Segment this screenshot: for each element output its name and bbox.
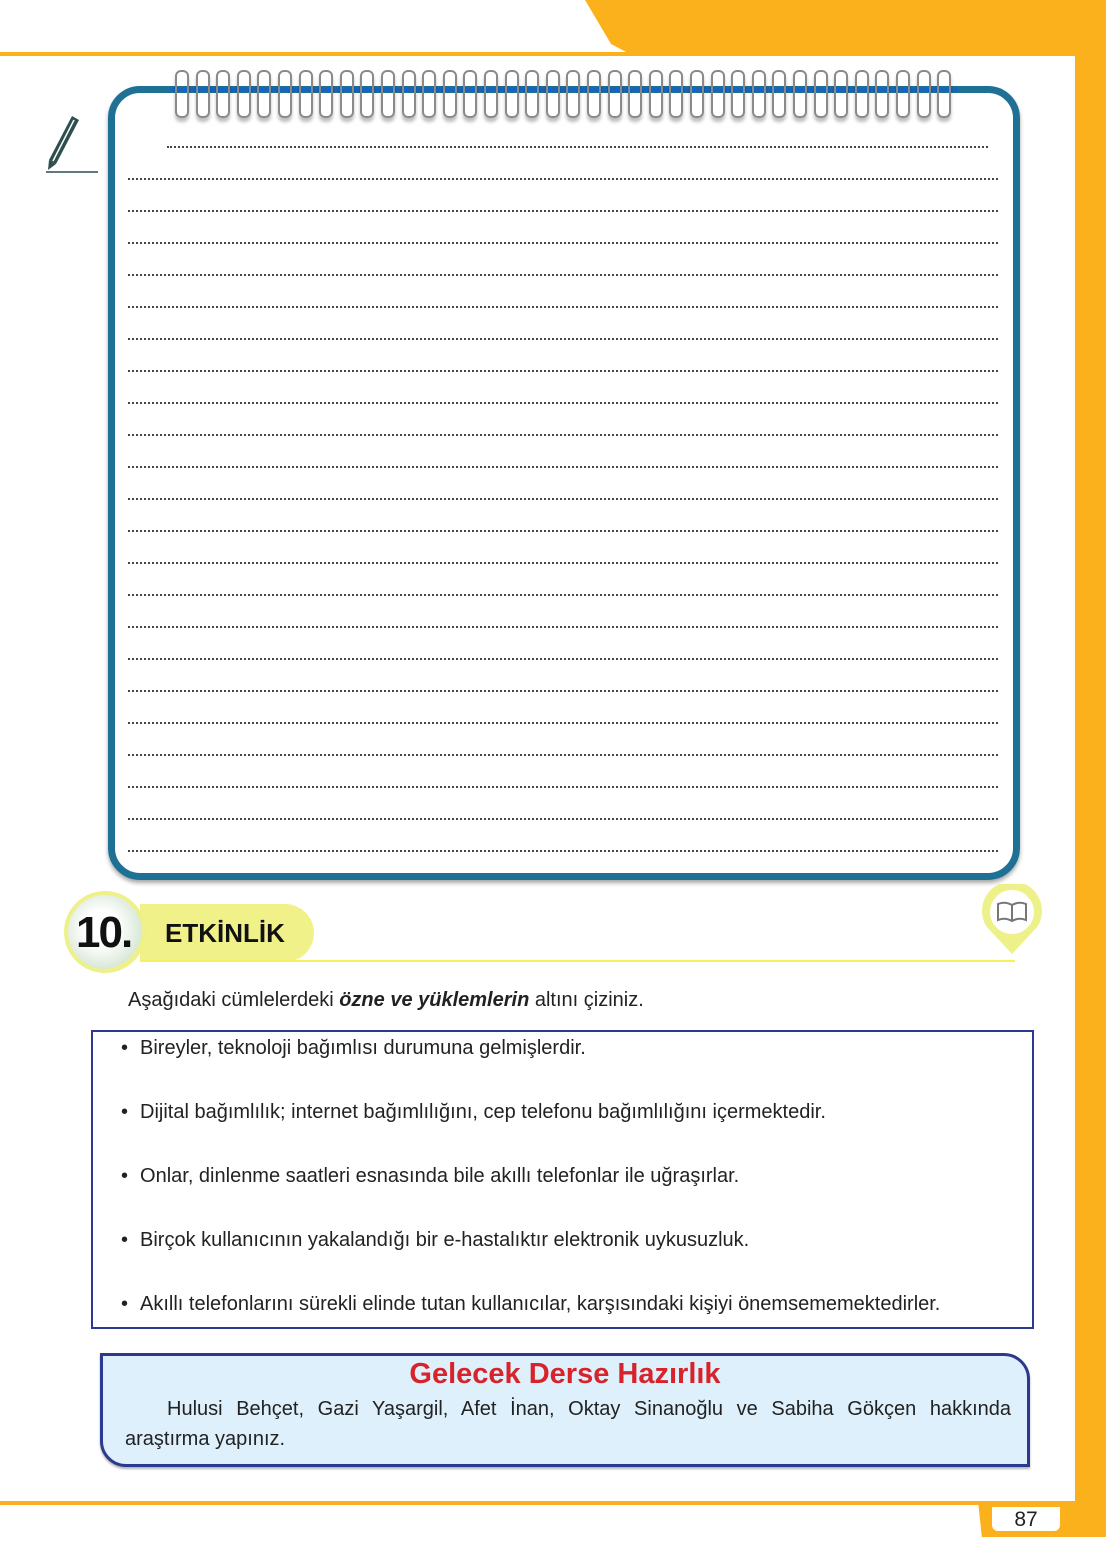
writing-line[interactable] (128, 786, 998, 788)
book-icon (978, 884, 1046, 956)
writing-line[interactable] (128, 210, 998, 212)
spiral-ring (793, 70, 807, 118)
writing-line[interactable] (128, 658, 998, 660)
sentence-text: Onlar, dinlenme saatleri esnasında bile akıllı telefonlar ile uğraşırlar. (140, 1165, 740, 1187)
footer-line (0, 1501, 1106, 1505)
spiral-ring (237, 70, 251, 118)
spiral-ring (690, 70, 704, 118)
activity-underline (140, 960, 1015, 962)
spiral-ring (319, 70, 333, 118)
spiral-ring (628, 70, 642, 118)
writing-line[interactable] (128, 690, 998, 692)
page-number: 87 (992, 1507, 1060, 1531)
writing-line[interactable] (128, 594, 998, 596)
writing-line[interactable] (128, 562, 998, 564)
instruction-text (128, 989, 644, 1012)
writing-line[interactable] (128, 178, 998, 180)
spiral-ring (360, 70, 374, 118)
list-item (121, 1229, 749, 1252)
spiral-ring (175, 70, 189, 118)
spiral-ring (278, 70, 292, 118)
activity-label: ETKİNLİK (165, 918, 285, 948)
sentence-list (91, 1030, 1034, 1329)
writing-line[interactable] (128, 370, 998, 372)
spiral-ring (855, 70, 869, 118)
spiral-ring (608, 70, 622, 118)
spiral-ring (443, 70, 457, 118)
spiral-ring (422, 70, 436, 118)
spiral-ring (875, 70, 889, 118)
list-item (121, 1037, 586, 1060)
writing-line[interactable] (167, 146, 988, 148)
spiral-ring (834, 70, 848, 118)
spiral-ring (896, 70, 910, 118)
activity-number: 10. (76, 908, 132, 957)
spiral-ring (917, 70, 931, 118)
writing-line[interactable] (128, 498, 998, 500)
spiral-ring (752, 70, 766, 118)
sentence-text: Akıllı telefonlarını sürekli elinde tutan kullanıcılar, karşısındaki kişiyi önemsememektedirler. (140, 1293, 941, 1315)
spiral-ring (505, 70, 519, 118)
next-lesson-text: Hulusi Behçet, Gazi Yaşargil, Afet İnan, Oktay Sinanoğlu ve Sabiha Gökçen hakkında araştırma yapınız. (125, 1398, 1011, 1450)
instruction-prefix: Aşağıdaki cümlelerdeki (128, 989, 340, 1011)
spiral-ring (402, 70, 416, 118)
spiral-ring (731, 70, 745, 118)
list-item (121, 1165, 739, 1188)
pencil-icon (44, 112, 100, 176)
sentence-text: Birçok kullanıcının yakalandığı bir e-hastalıktır elektronik uykusuzluk. (140, 1229, 750, 1251)
spiral-ring (814, 70, 828, 118)
header-line (0, 52, 1106, 56)
spiral-ring (216, 70, 230, 118)
spiral-ring (381, 70, 395, 118)
writing-line[interactable] (128, 274, 998, 276)
spiral-ring (299, 70, 313, 118)
spiral-rings (170, 70, 960, 120)
writing-line[interactable] (128, 338, 998, 340)
side-strip (1075, 52, 1106, 1507)
spiral-ring (257, 70, 271, 118)
writing-line[interactable] (128, 242, 998, 244)
instruction-emphasis: özne ve yüklemlerin (339, 989, 530, 1011)
writing-line[interactable] (128, 306, 998, 308)
spiral-ring (463, 70, 477, 118)
spiral-ring (587, 70, 601, 118)
bullet: • (121, 1037, 129, 1059)
writing-line[interactable] (128, 818, 998, 820)
bullet: • (121, 1293, 129, 1315)
spiral-ring (546, 70, 560, 118)
spiral-ring (196, 70, 210, 118)
spiral-ring (340, 70, 354, 118)
sentence-text: Bireyler, teknoloji bağımlısı durumuna gelmişlerdir. (140, 1037, 586, 1059)
writing-notebook (108, 86, 1020, 880)
next-lesson-title: Gelecek Derse Hazırlık (409, 1358, 721, 1390)
sentence-text: Dijital bağımlılık; internet bağımlılığını, cep telefonu bağımlılığını içermektedir. (140, 1101, 826, 1123)
writing-line[interactable] (128, 402, 998, 404)
spiral-ring (525, 70, 539, 118)
instruction-suffix: altını çiziniz. (529, 989, 644, 1011)
list-item (121, 1293, 940, 1316)
writing-line[interactable] (128, 754, 998, 756)
spiral-ring (649, 70, 663, 118)
writing-line[interactable] (128, 530, 998, 532)
writing-line[interactable] (128, 434, 998, 436)
spiral-ring (711, 70, 725, 118)
spiral-ring (566, 70, 580, 118)
next-lesson-box (100, 1353, 1030, 1467)
writing-line[interactable] (128, 626, 998, 628)
writing-line[interactable] (128, 850, 998, 852)
bullet: • (121, 1165, 129, 1187)
bullet: • (121, 1101, 129, 1123)
bullet: • (121, 1229, 129, 1251)
spiral-ring (937, 70, 951, 118)
spiral-ring (484, 70, 498, 118)
header-band (585, 0, 1106, 55)
spiral-ring (772, 70, 786, 118)
spiral-ring (669, 70, 683, 118)
list-item (121, 1101, 826, 1124)
writing-line[interactable] (128, 722, 998, 724)
writing-line[interactable] (128, 466, 998, 468)
